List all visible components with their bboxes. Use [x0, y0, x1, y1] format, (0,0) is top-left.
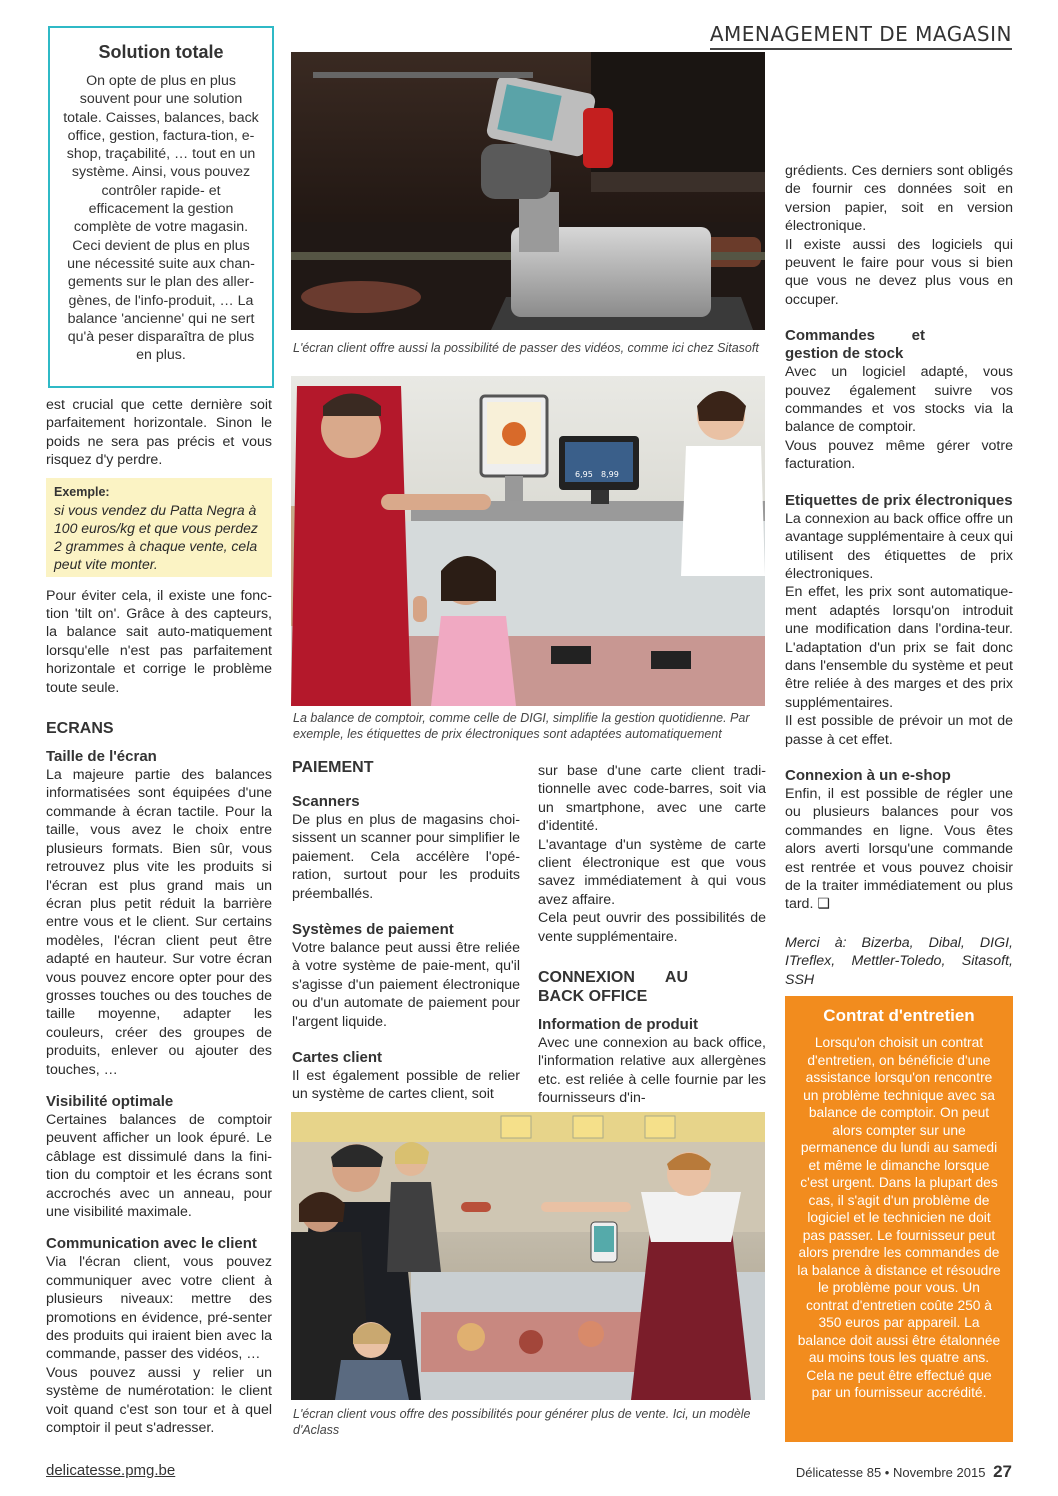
- heading-commandes: Commandes et gestion de stock: [785, 327, 925, 363]
- photo-digi-counter-image: [291, 376, 765, 706]
- contrat-text: Lorsqu'on choisit un contrat d'entretien, on bénéficie d'une assistance lorsqu'on rencontre un problème technique avec sa balance de comptoir. On peut alors compter sur une permanence du lundi au samedi et même le dimanche lorsque c'est urgent. Dans la plupart des cas, il s'agit d'un problème de logiciel et le technicien ne doit pas passer. Le fournisseur peut alors prendre les commandes de la balance à distance et résoudre le problème pour vous. Un contrat d'entretien coûte 250 à 350 euros par appareil. La balance doit aussi être étalonnée au moins tous les quatre ans. Cela ne peut être effectué que par un fournisseur accrédité.: [797, 1035, 1001, 1400]
- heading-ecrans: ECRANS: [46, 720, 114, 738]
- heading-etiquettes: Etiquettes de prix électroniques: [785, 491, 1013, 509]
- heading-communication: Communication avec le client: [46, 1235, 257, 1253]
- photo-digi-counter: [291, 376, 765, 706]
- column-1: [46, 396, 272, 1437]
- caption-photo-1: L'écran client offre aussi la possibilité de passer des vidéos, comme ici chez Sitasoft: [293, 341, 759, 355]
- footer-website-link[interactable]: delicatesse.pmg.be: [46, 1462, 176, 1479]
- paragraph-facturation: Vous pouvez même gérer votre facturation.: [785, 437, 1013, 473]
- paragraph-merci: Merci à: Bizerba, Dibal, DIGI, ITreflex, Mettler-Toledo, Sitasoft, SSH: [785, 934, 1013, 988]
- heading-taille: Taille de l'écran: [46, 748, 157, 766]
- heading-eshop: Connexion à un e-shop: [785, 766, 951, 784]
- paragraph-visibilite: Certaines balances de comptoir peuvent afficher un look épuré. Le câblage est dissimulé dans la fini-tion du comptoir et les écrans sont accrochés avec un anneau, pour une visibilité maximale.: [46, 1111, 272, 1220]
- column-3: [538, 762, 766, 1108]
- column-2: [292, 758, 520, 1104]
- solution-totale-box: [48, 26, 274, 388]
- footer-issue-text: Délicatesse 85 • Novembre 2015: [795, 1465, 986, 1480]
- column-4: [785, 162, 1013, 989]
- paragraph-tilt: Pour éviter cela, il existe une fonc-tion 'tilt on'. Grâce à des capteurs, la balance sait auto-matiquement lorsqu'elle n'est pas parfaitement horizontale et corrige le problème toute seule.: [46, 587, 272, 696]
- paragraph-cartes: Il est également possible de relier un système de cartes client, soit: [292, 1068, 520, 1103]
- heading-scanners: Scanners: [292, 793, 360, 810]
- paragraph-cartes-cont: sur base d'une carte client tradi-tionnelle avec code-barres, soit via un smartphone, avec une carte d'identité.: [538, 763, 766, 835]
- heading-visibilite: Visibilité optimale: [46, 1092, 174, 1110]
- example-text: si vous vendez du Patta Negra à 100 euros/kg et que vous perdez 2 grammes à chaque vente, cela peut vite monter.: [54, 501, 258, 572]
- paragraph-systemes: Votre balance peut aussi être reliée à votre système de paie-ment, qu'il s'agisse d'un paiement électronique ou d'un automate de paiement pour l'argent liquide.: [292, 940, 520, 1030]
- contrat-title: Contrat d'entretien: [823, 1006, 975, 1025]
- paragraph-scanners: De plus en plus de magasins choi-sissent un scanner pour simplifier le paiement. Cela accélère l'opé-ration, surtout pour les produits préemballés.: [292, 812, 520, 902]
- caption-photo-3: L'écran client vous offre des possibilités pour générer plus de vente. Ici, un modèle d'Aclass: [293, 1407, 751, 1437]
- sidebar-text: On opte de plus en plus souvent pour une solution totale. Caisses, balances, back office, gestion, factura-tion, e-shop, traçabilité, … tout en un système. Ainsi, vous pouvez contrôler rapide- et efficacement la gestion complète de votre magasin. Ceci devient de plus en plus une nécessité suite aux chan-gements sur le plan des aller-gènes, de l'info-produit, … La balance 'ancienne' qui ne sert qu'à peser disparaîtra de plus en plus.: [63, 73, 259, 364]
- example-box: [46, 478, 272, 577]
- caption-photo-2: La balance de comptoir, comme celle de DIGI, simplifie la gestion quotidienne. Par exemple, les étiquettes de prix électroniques sont adaptées automatiquement: [293, 711, 750, 741]
- example-label: Exemple:: [54, 484, 110, 499]
- paragraph-intro: est crucial que cette dernière soit parfaitement horizontale. Sinon le poids ne sera pas précis et vous risquez d'y perdre.: [46, 397, 272, 469]
- paragraph-etiquettes-2: En effet, les prix sont automatique-ment adaptés lorsqu'on introduit une modification dans l'ordina-teur. L'adaptation d'un prix se fait donc dans l'ensemble du système et peut être reliée à des marges et des prix supplémentaires.: [785, 584, 1013, 711]
- heading-systemes: Systèmes de paiement: [292, 921, 454, 939]
- photo-aclass-counter-image: [291, 1112, 765, 1400]
- contrat-entretien-box: [785, 996, 1013, 1442]
- photo-aclass-counter: [291, 1112, 765, 1400]
- paragraph-eshop: Enfin, il est possible de régler une ou plusieurs balances pour vos commandes en ligne. Vous êtes alors averti lorsqu'une commande est rentrée et vous pouvez choisir de la traiter immédiatement ou plus tard. ❑: [785, 785, 1013, 913]
- paragraph-logiciels: Il existe aussi des logiciels qui peuvent le faire pour vous si bien que vous ne devez plus vous en occuper.: [785, 236, 1013, 308]
- heading-cartes: Cartes client: [292, 1049, 383, 1067]
- section-title: AMENAGEMENT DE MAGASIN: [710, 22, 1012, 50]
- screen-price-2: 8,99: [601, 470, 619, 479]
- photo-scale-sitasoft-image: [291, 52, 765, 330]
- paragraph-numerotation: Vous pouvez aussi y relier un système de numérotation: le client voit quand c'est son tour et à quel comptoir il peut s'adresser.: [46, 1364, 272, 1437]
- paragraph-communication: Via l'écran client, vous pouvez communiquer avec votre client à plusieurs niveaux: mettre des promotions en évidence, pré-senter des produits qui iraient bien avec la commande, passer des vidéos, …: [46, 1254, 272, 1363]
- heading-information: Information de produit: [538, 1016, 698, 1034]
- paragraph-etiquettes: La connexion au back office offre un avantage supplémentaire à ceux qui utilisent des étiquettes de prix électroniques.: [785, 510, 1013, 582]
- paragraph-commandes: Avec un logiciel adapté, vous pouvez également suivre vos commandes et vos stocks via la balance de comptoir.: [785, 364, 1013, 436]
- paragraph-ventes: Cela peut ouvrir des possibilités de vente supplémentaire.: [538, 910, 766, 945]
- paragraph-ingredients: grédients. Ces derniers sont obligés de fournir ces données soit en version papier, soit en version électronique.: [785, 163, 1013, 235]
- paragraph-mot-de-passe: Il est possible de prévoir un mot de passe à cet effet.: [785, 713, 1013, 748]
- sidebar-title: Solution totale: [98, 42, 224, 62]
- screen-price-1: 6,95: [575, 470, 593, 479]
- page-number: 27: [993, 1462, 1012, 1481]
- paragraph-avantage: L'avantage d'un système de carte client électronique est que vous savez immédiatement à qui vous avez affaire.: [538, 836, 766, 908]
- heading-connexion: CONNEXION AU BACK OFFICE: [538, 969, 688, 1006]
- footer-issue: [796, 1462, 1012, 1482]
- photo-scale-sitasoft: [291, 52, 765, 330]
- paragraph-taille: La majeure partie des balances informatisées sont équipées d'une commande à écran tactile. Pour la taille, vous avez le choix entre plusieurs formats. Bien sûr, vous retrouvez plus vite les produits si l'écran est plus grand mais un écran plus petit réduit la barrière entre vous et le client. Sur certains modèles, l'écran client peut être adapté en hauteur. Sur votre écran vous pouvez encore opter pour des grosses touches ou des touches de taille moyenne, adapter les couleurs, créer des groupes de produits, enlever ou ajouter des touches, …: [46, 767, 272, 1078]
- heading-paiement: PAIEMENT: [292, 759, 374, 776]
- paragraph-information: Avec une connexion au back office, l'information relative aux allergènes etc. est reliée à celle fournie par les fournisseurs d'in-: [538, 1035, 766, 1107]
